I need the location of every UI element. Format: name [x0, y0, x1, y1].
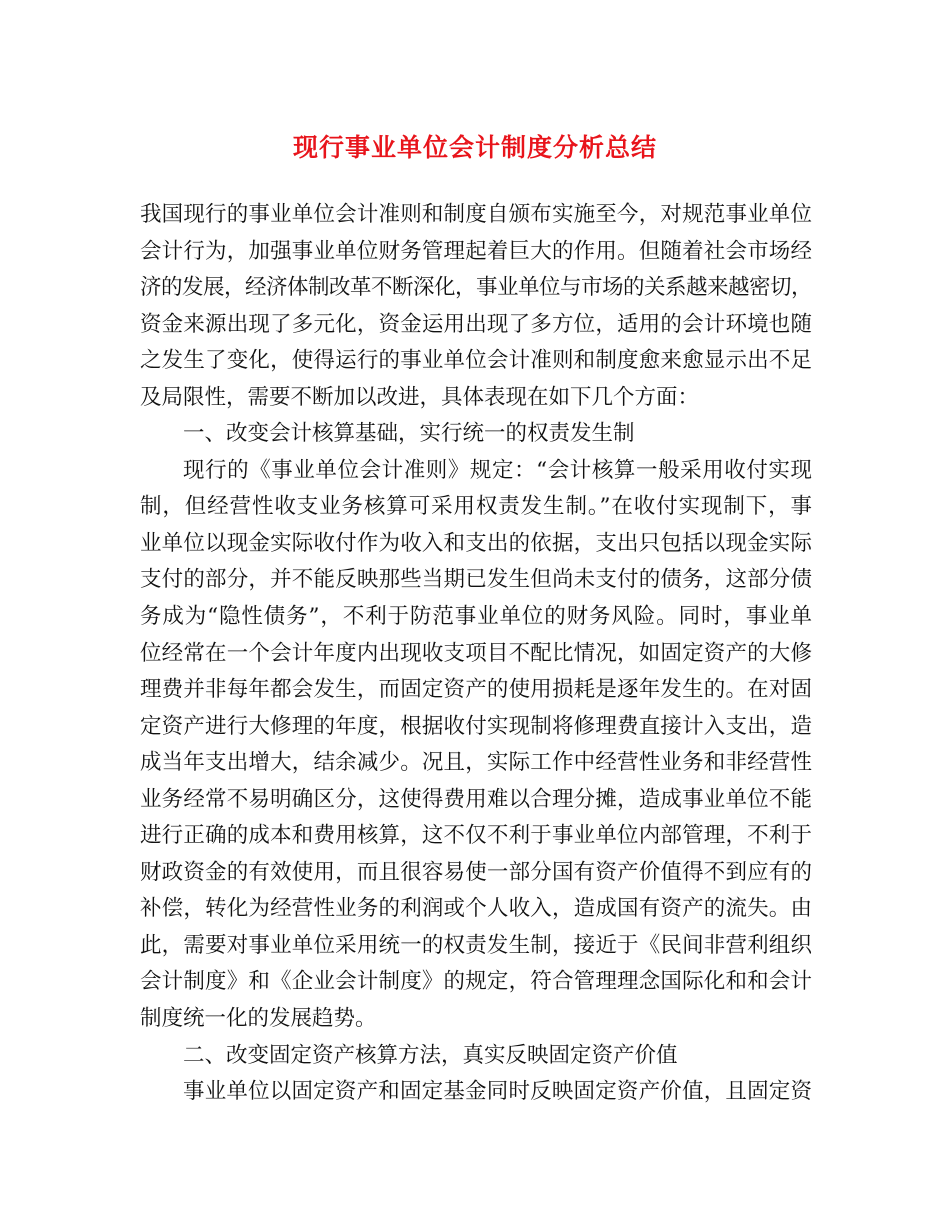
body-line: 制度统一化的发展趋势。: [140, 1006, 377, 1032]
document-title: 现行事业单位会计制度分析总结: [292, 133, 657, 162]
body-line: 事业单位以固定资产和固定基金同时反映固定资产价值，且固定资: [183, 1079, 812, 1105]
body-line: 支付的部分，并不能反映那些当期已发生但尚未支付的债务，这部分债: [140, 567, 812, 593]
document-body: [140, 197, 812, 1111]
body-line: 一、改变会计核算基础，实行统一的权责发生制: [183, 421, 635, 447]
body-line: 会计行为，加强事业单位财务管理起着巨大的作用。但随着社会市场经: [140, 238, 812, 264]
body-line: 现行的《事业单位会计准则》规定：“会计核算一般采用收付实现: [183, 457, 812, 483]
body-line: 进行正确的成本和费用核算，这不仅不利于事业单位内部管理，不利于: [140, 823, 812, 849]
body-line: 及局限性，需要不断加以改进，具体表现在如下几个方面：: [140, 384, 700, 410]
body-line: 此，需要对事业单位采用统一的权责发生制，接近于《民间非营利组织: [140, 932, 812, 958]
body-line: 二、改变固定资产核算方法，真实反映固定资产价值: [183, 1042, 678, 1068]
body-line: 制，但经营性收支业务核算可采用权责发生制。”在收付实现制下，事: [140, 494, 812, 520]
body-line: 财政资金的有效使用，而且很容易使一部分国有资产价值得不到应有的: [140, 859, 812, 885]
body-line: 业务经常不易明确区分，这使得费用难以合理分摊，造成事业单位不能: [140, 786, 812, 812]
body-line: 我国现行的事业单位会计准则和制度自颁布实施至今，对规范事业单位: [140, 202, 812, 227]
body-line: 之发生了变化，使得运行的事业单位会计准则和制度愈来愈显示出不足: [140, 348, 812, 374]
body-line: 位经常在一个会计年度内出现收支项目不配比情况，如固定资产的大修: [140, 640, 812, 666]
body-line: 会计制度》和《企业会计制度》的规定，符合管理理念国际化和和会计: [140, 969, 812, 995]
body-line: 资金来源出现了多元化，资金运用出现了多方位，适用的会计环境也随: [140, 311, 812, 337]
body-line: 成当年支出增大，结余减少。况且，实际工作中经营性业务和非经营性: [140, 750, 812, 776]
body-line: 定资产进行大修理的年度，根据收付实现制将修理费直接计入支出，造: [140, 713, 812, 739]
body-line: 务成为“隐性债务”，不利于防范事业单位的财务风险。同时，事业单: [140, 604, 812, 630]
body-line: 理费并非每年都会发生，而固定资产的使用损耗是逐年发生的。在对固: [140, 677, 812, 703]
body-line: 济的发展，经济体制改革不断深化，事业单位与市场的关系越来越密切，: [140, 275, 813, 301]
body-line: 业单位以现金实际收付作为收入和支出的依据，支出只包括以现金实际: [140, 530, 812, 556]
body-line: 补偿，转化为经营性业务的利润或个人收入，造成国有资产的流失。由: [140, 896, 812, 922]
